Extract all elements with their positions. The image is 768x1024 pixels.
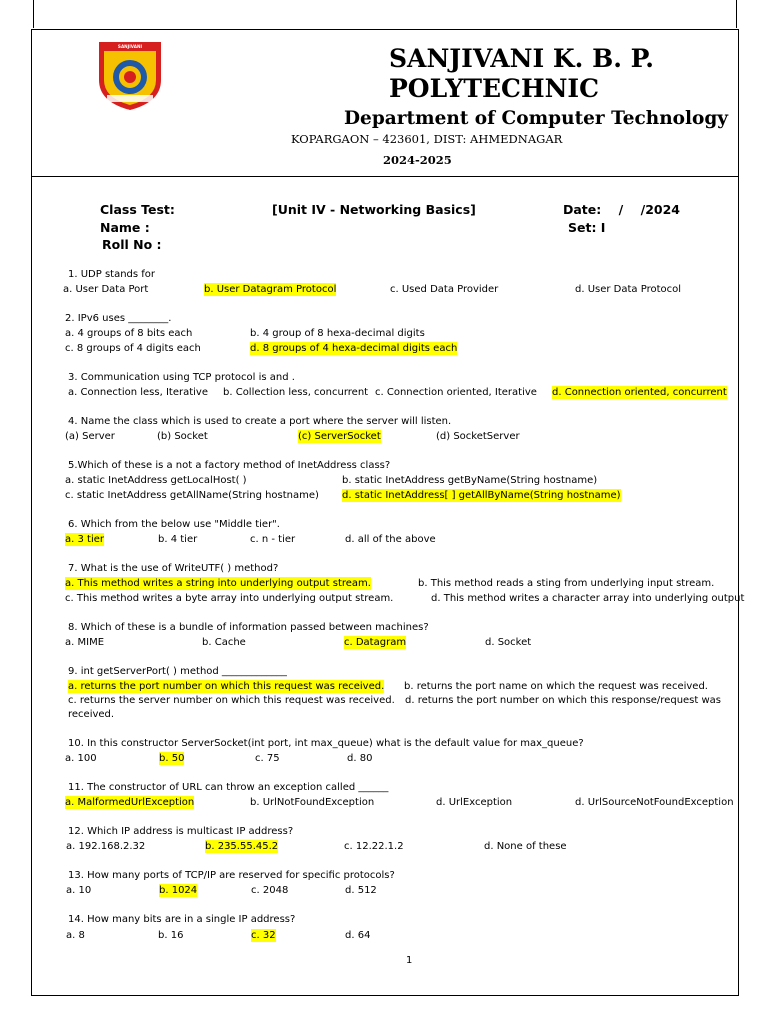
- option: c. 2048: [251, 885, 289, 896]
- option: a. 10: [66, 885, 92, 896]
- option-continued: received.: [68, 709, 115, 720]
- option: c. static InetAddress getAllName(String hostname): [65, 490, 319, 501]
- option-answer: b. User Datagram Protocol: [204, 284, 337, 295]
- question-text: 12. Which IP address is multicast IP address?: [68, 826, 294, 837]
- option: b. 4 group of 8 hexa-decimal digits: [250, 328, 425, 339]
- option-answer: a. 3 tier: [65, 534, 104, 545]
- academic-year: 2024-2025: [383, 153, 452, 167]
- option: b. 16: [158, 930, 184, 941]
- option: c. 75: [255, 753, 280, 764]
- option: a. 100: [65, 753, 97, 764]
- option-answer: c. 32: [251, 930, 276, 941]
- option-answer: a. returns the port number on which this request was received.: [68, 681, 385, 692]
- option: d. None of these: [484, 841, 567, 852]
- option: c. This method writes a byte array into underlying output stream.: [65, 593, 394, 604]
- option: c. Connection oriented, Iterative: [375, 387, 537, 398]
- option: a. MIME: [65, 637, 105, 648]
- option: d. Socket: [485, 637, 532, 648]
- option: (b) Socket: [157, 431, 208, 442]
- page-number: 1: [406, 955, 413, 966]
- unit-label: [Unit IV - Networking Basics]: [272, 202, 476, 217]
- page-top-border: [33, 0, 737, 28]
- option: d. User Data Protocol: [575, 284, 682, 295]
- option: a. User Data Port: [63, 284, 149, 295]
- question-text: 9. int getServerPort( ) method _____________: [68, 666, 287, 677]
- option: b. Cache: [202, 637, 246, 648]
- question-text: 2. IPv6 uses ________.: [65, 313, 172, 324]
- question-text: 8. Which of these is a bundle of information passed between machines?: [68, 622, 429, 633]
- question-text: 13. How many ports of TCP/IP are reserved for specific protocols?: [68, 870, 395, 881]
- option: d. returns the port number on which this response/request was: [405, 695, 722, 706]
- question-text: 6. Which from the below use "Middle tier".: [68, 519, 280, 530]
- option: c. returns the server number on which this request was received.: [68, 695, 395, 706]
- option: b. 4 tier: [158, 534, 198, 545]
- option: b. This method reads a sting from underlying input stream.: [418, 578, 715, 589]
- department-name: Department of Computer Technology: [344, 108, 729, 129]
- option-answer: d. static InetAddress[ ] getAllByName(String hostname): [342, 490, 621, 501]
- option-answer: a. This method writes a string into underlying output stream.: [65, 578, 371, 589]
- question-text: 10. In this constructor ServerSocket(int port, int max_queue) what is the default value for max_queue?: [68, 738, 584, 749]
- option: d. 512: [345, 885, 377, 896]
- roll-no-label: Roll No :: [102, 237, 162, 252]
- option: a. static InetAddress getLocalHost( ): [65, 475, 247, 486]
- question-text: 14. How many bits are in a single IP address?: [68, 914, 296, 925]
- set-label: Set: I: [568, 220, 606, 235]
- college-logo: [95, 40, 165, 112]
- option: c. 12.22.1.2: [344, 841, 404, 852]
- option: d. UrlException: [436, 797, 513, 808]
- option-answer: (c) ServerSocket: [298, 431, 381, 442]
- option-answer: b. 1024: [159, 885, 198, 896]
- option: (d) SocketServer: [436, 431, 520, 442]
- option: d. UrlSourceNotFoundException: [575, 797, 734, 808]
- option: c. n - tier: [250, 534, 296, 545]
- option: d. 64: [345, 930, 371, 941]
- option: a. Connection less, Iterative: [68, 387, 208, 398]
- option: d. This method writes a character array into underlying output: [431, 593, 745, 604]
- date-label: Date: / /2024: [563, 202, 680, 217]
- option-answer: a. MalformedUrlException: [65, 797, 195, 808]
- question-text: 11. The constructor of URL can throw an exception called ______: [68, 782, 389, 793]
- option-answer: d. Connection oriented, concurrent: [552, 387, 727, 398]
- option: a. 192.168.2.32: [66, 841, 146, 852]
- college-name: SANJIVANI K. B. P. POLYTECHNIC: [389, 44, 654, 103]
- option-answer: b. 235.55.45.2: [205, 841, 279, 852]
- college-address: KOPARGAON – 423601, DIST: AHMEDNAGAR: [291, 132, 563, 146]
- logo-text: SANJIVANI: [117, 44, 143, 49]
- question-text: 3. Communication using TCP protocol is and .: [68, 372, 295, 383]
- question-text: 4. Name the class which is used to create a port where the server will listen.: [68, 416, 452, 427]
- option: b. UrlNotFoundException: [250, 797, 375, 808]
- question-text: 5.Which of these is a not a factory method of InetAddress class?: [68, 460, 391, 471]
- option: (a) Server: [65, 431, 115, 442]
- option-answer: d. 8 groups of 4 hexa-decimal digits each: [250, 343, 458, 354]
- option: b. returns the port name on which the request was received.: [404, 681, 708, 692]
- option: b. Collection less, concurrent: [223, 387, 369, 398]
- option: d. 80: [347, 753, 373, 764]
- option: b. static InetAddress getByName(String hostname): [342, 475, 598, 486]
- name-label: Name :: [100, 220, 150, 235]
- option: a. 4 groups of 8 bits each: [65, 328, 193, 339]
- option-answer: b. 50: [159, 753, 185, 764]
- option: d. all of the above: [345, 534, 436, 545]
- class-test-label: Class Test:: [100, 202, 175, 217]
- option: c. 8 groups of 4 digits each: [65, 343, 201, 354]
- question-text: 1. UDP stands for: [68, 269, 156, 280]
- option-answer: c. Datagram: [344, 637, 407, 648]
- option: a. 8: [66, 930, 85, 941]
- option: c. Used Data Provider: [390, 284, 499, 295]
- header-divider: [32, 176, 738, 177]
- question-text: 7. What is the use of WriteUTF( ) method?: [68, 563, 279, 574]
